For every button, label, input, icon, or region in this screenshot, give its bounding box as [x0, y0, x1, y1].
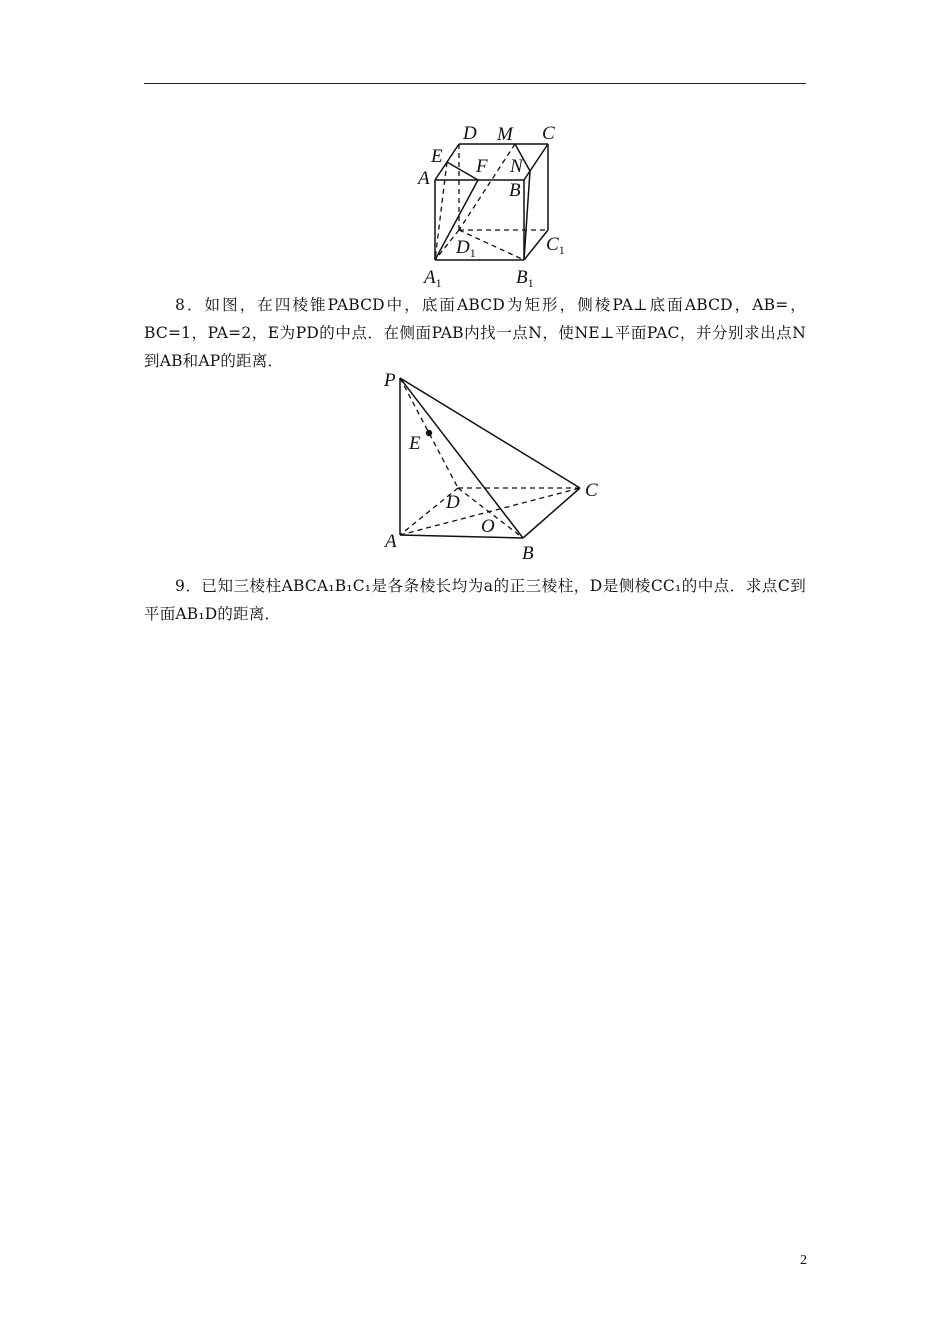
label-E: E: [431, 146, 443, 167]
problem-8-text: 8．如图，在四棱锥PABCD中，底面ABCD为矩形，侧棱PA⊥底面ABCD，AB=，BC=1，PA=2，E为PD的中点．在侧面PAB内找一点N，使NE⊥平面PAC，并分别求出点N到AB和AP的距离．: [144, 296, 806, 370]
label-A: A: [418, 168, 430, 189]
label-D: D: [463, 123, 477, 144]
label-D1: $D_1$: [456, 237, 476, 260]
label-B: B: [522, 543, 534, 564]
label-F: F: [476, 156, 488, 177]
label-C1: $C_1$: [546, 234, 565, 257]
page-number: 2: [800, 1253, 807, 1268]
edge-PB: [400, 378, 523, 538]
label-A1: $A_1$: [424, 267, 442, 290]
label-B1: $B_1$: [516, 267, 534, 290]
label-C: C: [585, 480, 598, 501]
edge-C1B1: [524, 230, 548, 260]
label-C: C: [542, 123, 555, 144]
segment-EF: [447, 162, 478, 180]
edge-BC: [524, 144, 548, 180]
label-B: B: [509, 180, 521, 201]
label-M: M: [497, 124, 513, 145]
problem-9-text: 9．已知三棱柱ABCA₁B₁C₁是各条棱长均为a的正三棱柱，D是侧棱CC₁的中点．求点C到平面AB₁D的距离．: [144, 577, 806, 623]
pyramid-figure: [380, 366, 610, 566]
pyramid-diagram: [380, 366, 610, 566]
header-rule: [144, 83, 806, 84]
edge-AB: [400, 535, 523, 538]
cube-diagram: [410, 118, 580, 293]
point-E: [426, 430, 432, 436]
label-A: A: [385, 531, 397, 552]
label-D: D: [446, 492, 460, 513]
cube-figure: [410, 118, 580, 293]
label-N: N: [510, 156, 523, 177]
segment-NB1: [524, 171, 530, 260]
label-O: O: [481, 516, 495, 537]
label-E: E: [409, 433, 421, 454]
label-P: P: [384, 370, 396, 391]
